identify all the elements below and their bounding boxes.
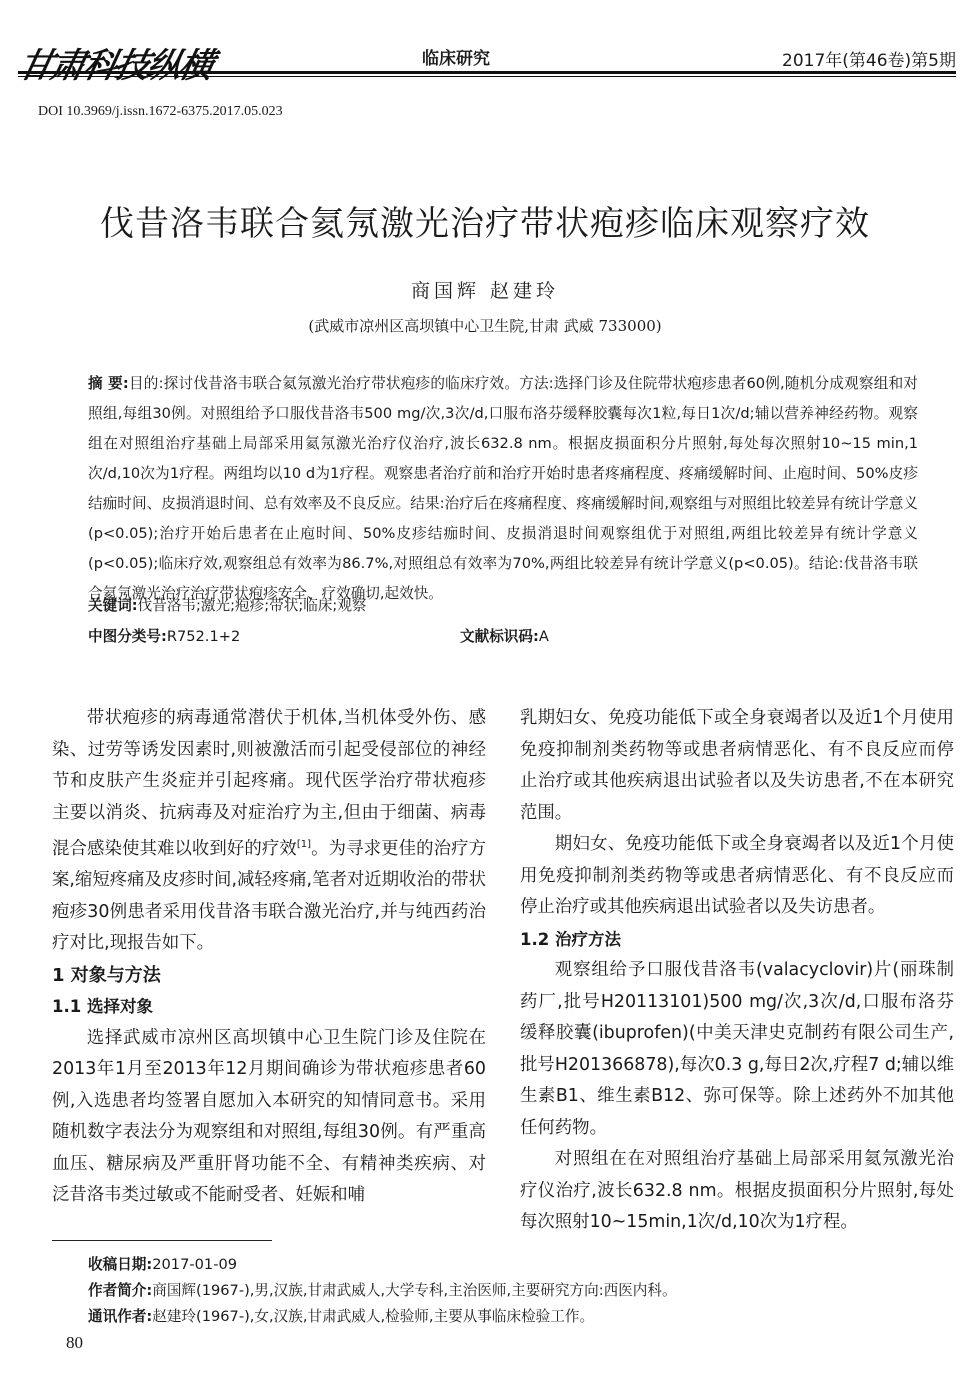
- citation-ref: [1]: [296, 839, 312, 850]
- received-label: 收稿日期:: [88, 1256, 153, 1273]
- abstract-text: 目的:探讨伐昔洛韦联合氦氖激光治疗带状疱疹的临床疗效。方法:选择门诊及住院带状疱疹患者60例,随机分成观察组和对照组,每组30例。对照组给予口服伐昔洛韦500 mg/次,3次/d,口服布洛芬缓释胶囊每次1粒,每日1次/d;辅以营养神经药物。观察组在对照组治疗基础上局部采用氦氖激光治疗仪治疗,波长632.8 nm。根据皮损面积分片照射,每处每次照射10~15 min,1次/d,10次为1疗程。两组均以10 d为1疗程。观察患者治疗前和治疗开始时患者疼痛程度、疼痛缓解时间、止庖时间、50%皮疹结痂时间、皮损消退时间、总有效率及不良反应。结果:治疗后在疼痛程度、疼痛缓解时间,观察组与对照组比较差异有统计学意义(p<0.05);治疗开始后患者在止庖时间、50%皮疹结痂时间、皮损消退时间观察组优于对照组,两组比较差异有统计学意义(p<0.05);临床疗效,观察组总有效率为86.7%,对照组总有效率为70%,两组比较差异有统计学意义(p<0.05)。结论:伐昔洛韦联合氦氖激光治疗治疗带状疱疹安全、疗效确切,起效快。: [88, 375, 918, 602]
- section-1-heading: 1 对象与方法: [52, 964, 161, 986]
- document-code-text: A: [538, 628, 549, 645]
- doi: DOI 10.3969/j.issn.1672-6375.2017.05.023: [38, 104, 283, 119]
- document-code-label: 文献标识码:: [460, 628, 539, 645]
- right-column: [520, 703, 954, 1239]
- author-bio: 商国辉(1967-),男,汉族,甘肃武威人,大学专科,主治医师,主要研究方向:西医内科。: [152, 1282, 677, 1299]
- journal-logo: 甘肃科技纵横: [15, 46, 216, 86]
- affiliation: (武威市凉州区高坝镇中心卫生院,甘肃 武威 733000): [308, 317, 662, 335]
- paragraph-3: 观察组给予口服伐昔洛韦(valacyclovir)片(丽珠制药厂,批号H20113101)500 mg/次,3次/d,口服布洛芬缓释胶囊(ibuprofen)(中美天津史克制药有限公司生产,批号H201366878),每次0.3 g,每日2次,疗程7 d;辅以维生素B1、维生素B12、弥可保等。除上述药外不加其他任何药物。: [520, 960, 954, 1138]
- abstract: [88, 369, 918, 609]
- footnote-author: [88, 1279, 677, 1300]
- keywords-text: 伐昔洛韦;激光;疱疹;带状;临床;观察: [137, 597, 367, 614]
- corresponding-author: 赵建玲(1967-),女,汉族,甘肃武威人,检验师,主要从事临床检验工作。: [152, 1308, 595, 1325]
- footnote-rule: [52, 1240, 272, 1241]
- page-number: 80: [66, 1333, 83, 1352]
- header-rule: [18, 71, 956, 74]
- section-label: 临床研究: [422, 49, 490, 69]
- left-column: [52, 703, 486, 1212]
- footnote-corresponding: [88, 1305, 594, 1326]
- corresponding-label: 通讯作者:: [88, 1308, 153, 1325]
- authors: 商国辉 赵建玲: [410, 280, 560, 302]
- document-code: [460, 625, 549, 646]
- section-1-1-heading: 1.1 选择对象: [52, 997, 153, 1017]
- keywords-label: 关键词:: [88, 597, 138, 614]
- paragraph-4: 对照组在在对照组治疗基础上局部采用氦氖激光治疗仪治疗,波长632.8 nm。根据皮损面积分片照射,每处每次照射10~15min,1次/d,10次为1疗程。: [520, 1149, 954, 1232]
- classification-text: R752.1+2: [166, 628, 241, 645]
- abstract-label: 摘 要:: [88, 375, 129, 392]
- section-1-2-heading: 1.2 治疗方法: [520, 929, 621, 949]
- footnote-received: [88, 1253, 237, 1274]
- intro-text: 带状疱疹的病毒通常潜伏于机体,当机体受外伤、感染、过劳等诱发因素时,则被激活而引起受侵部位的神经节和皮肤产生炎症并引起疼痛。现代医学治疗带状疱疹主要以消炎、抗病毒及对症治疗为主,但由于细菌、病毒混合感染使其难以收到好的疗效: [52, 708, 486, 859]
- intro-text-cont: 。为寻求更佳的治疗方案,缩短疼痛及皮疹时间,减轻疼痛,笔者对近期收治的带状疱疹30例患者采用伐昔洛韦联合激光治疗,并与纯西药治疗对比,现报告如下。: [52, 838, 486, 954]
- paragraph-2: 期妇女、免疫功能低下或全身衰竭者以及近1个月使用免疫抑制剂类药物等或患者病情恶化、有不良反应而停止治疗或其他疾病退出试验者以及失访患者。: [520, 834, 954, 917]
- classification-label: 中图分类号:: [88, 628, 167, 645]
- keywords: [88, 594, 367, 615]
- issue-label: 2017年(第46卷)第5期: [782, 51, 956, 71]
- intro-paragraph: [52, 703, 486, 960]
- received-date: 2017-01-09: [152, 1256, 238, 1273]
- author-bio-label: 作者简介:: [88, 1282, 153, 1299]
- section-1-1-text: 选择武威市凉州区高坝镇中心卫生院门诊及住院在2013年1月至2013年12月期间确诊为带状疱疹患者60例,入选患者均签署自愿加入本研究的知情同意书。采用随机数字表法分为观察组和对照组,每组30例。有严重高血压、糖尿病及严重肝肾功能不全、有精神类疾病、对泛昔洛韦类过敏或不能耐受者、妊娠和哺: [52, 1027, 486, 1206]
- header-rule-thin: [18, 76, 956, 77]
- paper-title: 伐昔洛韦联合氦氖激光治疗带状疱疹临床观察疗效: [100, 204, 870, 244]
- continued-paragraph: 乳期妇女、免疫功能低下或全身衰竭者以及近1个月使用免疫抑制剂类药物等或患者病情恶化、有不良反应而停止治疗或其他疾病退出试验者以及失访患者,不在本研究范围。: [520, 708, 954, 823]
- classification: [88, 625, 240, 646]
